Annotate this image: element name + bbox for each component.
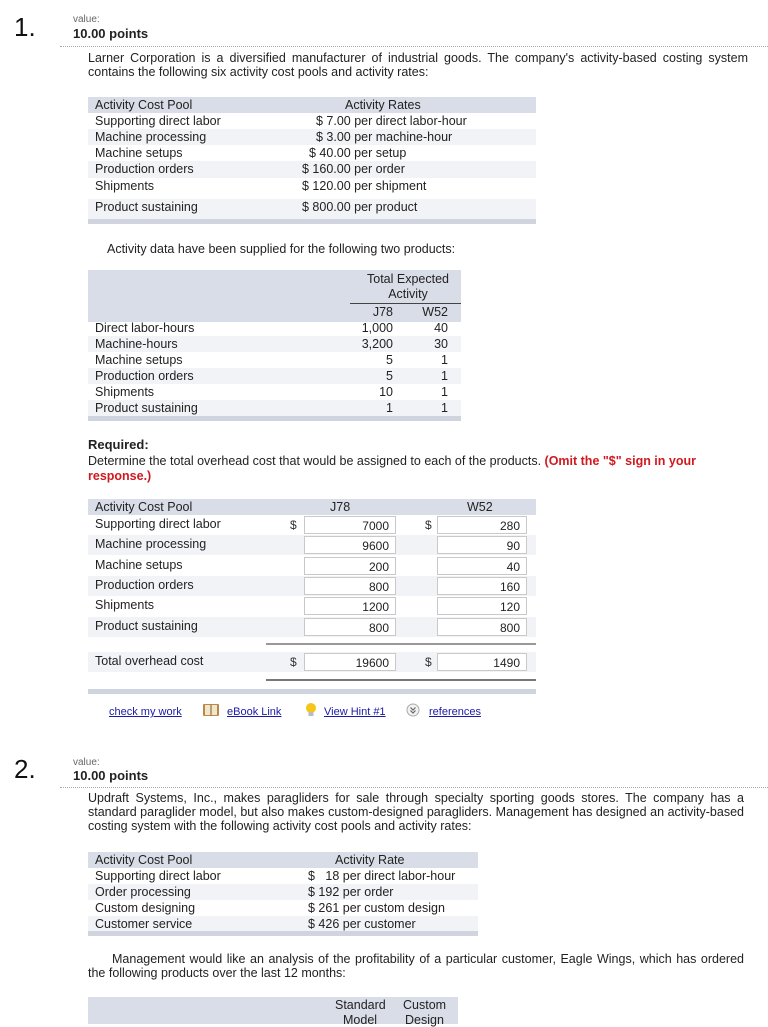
currency-symbol: $ [425,518,432,532]
question-number: 1. [14,12,36,42]
j78-cost-input[interactable]: 1200 [304,597,396,615]
j78-cost-input[interactable]: 200 [304,557,396,575]
separator [60,46,768,47]
answer-header-pool: Activity Cost Pool [95,500,193,514]
view-hint-link[interactable]: View Hint #1 [324,706,386,718]
total-j78-input[interactable]: 19600 [304,653,396,671]
table-row [88,916,478,932]
question-intro: Updraft Systems, Inc., makes paragliders for sale through specialty sporting goods stores. The company has a standard paraglider model, but also makes custom-designed paragliders. Management has designed an activity-based costing system with the following activity cost pools and activity rates: [88,791,744,833]
products-col-standard: Standard [335,998,386,1012]
w52-cost-input[interactable]: 280 [437,516,527,534]
activity-rate: $ 426 per customer [308,917,416,931]
pool-name: Machine setups [95,146,183,160]
activity-rate: $ 3.00 per machine-hour [316,130,453,144]
required-label: Required: [88,437,149,452]
j78-value: 5 [386,353,393,367]
w52-value: 30 [434,337,448,351]
activity-rate: $ 40.00 per setup [309,146,407,160]
answer-header-j78: J78 [330,500,351,514]
j78-cost-input[interactable]: 9600 [304,536,396,554]
w52-value: 1 [441,353,448,367]
activity-rate: $ 18 per direct labor-hour [308,869,456,883]
pool-name: Product sustaining [95,618,198,633]
ebook-icon [203,703,219,717]
value-label: value: [73,14,100,25]
pool-name: Machine processing [95,537,207,552]
w52-value: 1 [441,385,448,399]
pool-name: Supporting direct labor [95,114,221,128]
activity-rate: $ 261 per custom design [308,901,445,915]
j78-value: 1,000 [361,321,393,335]
w52-value: 40 [434,321,448,335]
activity-name: Product sustaining [95,401,198,415]
products-col-standard-sub: Model [343,1013,378,1027]
activity-name: Direct labor-hours [95,321,195,335]
analysis-intro: Management would like an analysis of the profitability of a particular customer, Eagle Wings, which has ordered the following products over the last 12 months: [88,952,744,980]
total-label: Total overhead cost [95,654,204,668]
currency-symbol: $ [290,518,297,532]
table-row [88,113,536,129]
value-label: value: [73,757,100,768]
activity-rate: $ 160.00 per order [302,162,405,176]
j78-value: 5 [386,369,393,383]
table-bottom-bar [88,931,478,936]
table-bottom-bar [88,219,536,224]
j78-cost-input[interactable]: 800 [304,577,396,595]
table-row [88,336,461,352]
currency-symbol: $ [290,655,297,669]
pool-name: Shipments [95,598,155,613]
activity-col-j78: J78 [372,305,393,319]
answer-header-w52: W52 [467,500,493,514]
required-instructions: Determine the total overhead cost that would be assigned to each of the products. [88,454,545,468]
pool-name: Machine processing [95,130,207,144]
activity-rate: $ 192 per order [308,885,394,899]
w52-value: 1 [441,369,448,383]
activity-name: Shipments [95,385,155,399]
table-row [88,129,536,145]
check-my-work-link[interactable]: check my work [109,706,182,718]
ebook-link[interactable]: eBook Link [227,706,282,718]
table-bottom-bar [88,416,461,421]
table-row [88,199,536,219]
table-row [88,384,461,400]
table-row [88,145,536,161]
w52-cost-input[interactable]: 40 [437,557,527,575]
question-intro: Larner Corporation is a diversified manufacturer of industrial goods. The company's activity-based costing system contains the following six activity cost pools and activity rates: [88,51,748,79]
table-bottom-bar [88,689,536,694]
j78-value: 3,200 [361,337,393,351]
w52-cost-input[interactable]: 800 [437,618,527,636]
products-col-custom-sub: Design [405,1013,444,1027]
hint-lightbulb-icon [305,702,317,718]
table-row [88,884,478,900]
table-row [88,900,478,916]
activity-intro: Activity data have been supplied for the following two products: [107,242,456,256]
table-row [88,352,461,368]
activity-name: Machine-hours [95,337,178,351]
rates-header-pool: Activity Cost Pool [95,98,193,112]
separator [60,787,768,788]
required-note: (Omit the "$" sign in your response.) [88,454,696,483]
j78-value: 1 [386,401,393,415]
references-link[interactable]: references [429,706,481,718]
group-underline [350,303,461,304]
rates-header-rate: Activity Rate [335,853,405,867]
pool-name: Supporting direct labor [95,869,221,883]
expand-references-icon[interactable] [406,703,420,717]
table-row [88,868,478,884]
rates-header-rate: Activity Rates [345,98,421,112]
required-text [88,454,756,484]
currency-symbol: $ [425,655,432,669]
pool-name: Customer service [95,917,193,931]
activity-col-w52: W52 [422,305,448,319]
total-rule-top [266,643,536,645]
w52-value: 1 [441,401,448,415]
j78-cost-input[interactable]: 800 [304,618,396,636]
table-row [88,161,536,178]
j78-value: 10 [379,385,393,399]
activity-rate: $ 800.00 per product [302,200,418,214]
pool-name: Shipments [95,179,155,193]
pool-name: Custom designing [95,901,196,915]
activity-group-header-1: Total Expected [367,272,449,286]
total-rule-bottom [266,679,536,681]
table-row [88,320,461,336]
activity-rate: $ 7.00 per direct labor-hour [316,114,467,128]
table-row [88,368,461,384]
table-row [88,400,461,416]
pool-name: Order processing [95,885,191,899]
w52-cost-input[interactable]: 120 [437,597,527,615]
question-number: 2. [14,754,36,784]
rates-header-pool: Activity Cost Pool [95,853,193,867]
total-w52-input[interactable]: 1490 [437,653,527,671]
activity-rate: $ 120.00 per shipment [302,179,427,193]
w52-cost-input[interactable]: 90 [437,536,527,554]
table-row [88,178,536,199]
w52-cost-input[interactable]: 160 [437,577,527,595]
pool-name: Product sustaining [95,200,198,214]
pool-name: Supporting direct labor [95,517,221,531]
pool-name: Production orders [95,162,194,176]
points-value: 10.00 points [73,26,149,41]
activity-group-header-2: Activity [388,287,428,301]
activity-name: Production orders [95,369,194,383]
activity-name: Machine setups [95,353,183,367]
pool-name: Machine setups [95,557,183,572]
products-col-custom: Custom [403,998,447,1012]
points-value: 10.00 points [73,768,149,783]
j78-cost-input[interactable]: 7000 [304,516,396,534]
pool-name: Production orders [95,577,194,592]
